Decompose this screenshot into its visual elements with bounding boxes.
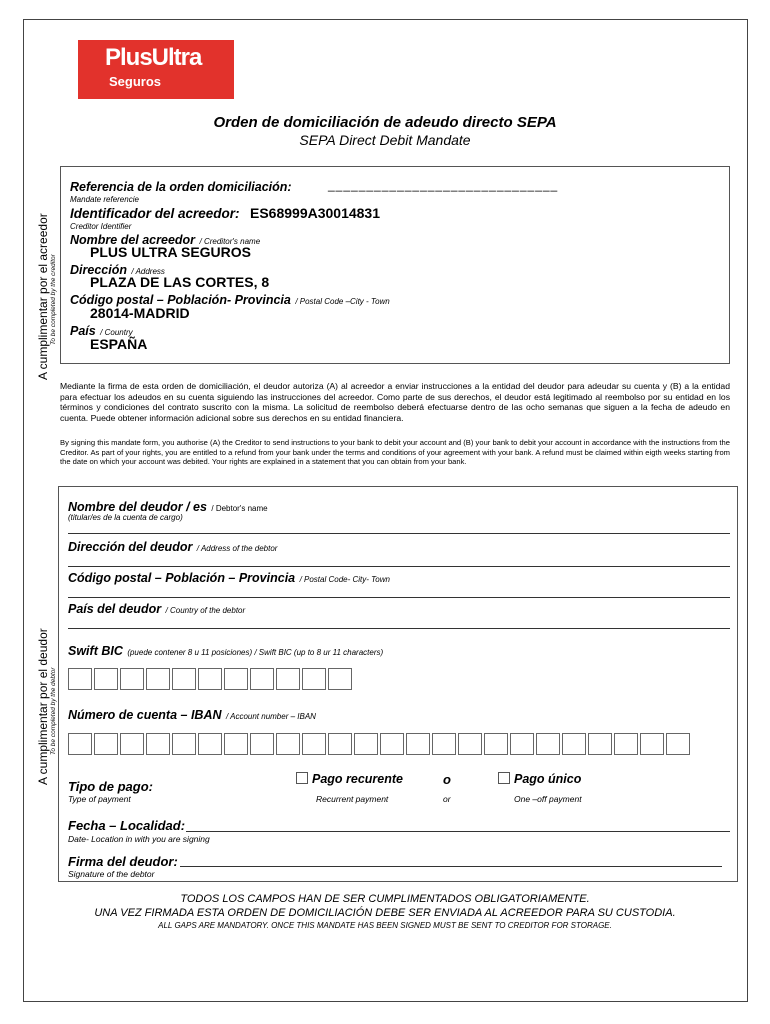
swift-bic-cell[interactable] xyxy=(172,668,196,690)
signature-field[interactable] xyxy=(180,866,722,867)
date-location-field[interactable] xyxy=(186,831,730,832)
mandate-ref-sub: Mandate referencie xyxy=(70,195,139,204)
or-sub: or xyxy=(443,794,451,804)
single-label: Pago único xyxy=(514,772,582,786)
single-sub: One –off payment xyxy=(514,794,582,804)
creditor-name-label: Nombre del acreedor xyxy=(70,233,196,247)
date-location-label: Fecha – Localidad: xyxy=(68,818,186,833)
debtor-country-field[interactable] xyxy=(68,628,730,629)
creditor-address-value: PLAZA DE LAS CORTES, 8 xyxy=(90,274,270,290)
payment-type-sub: Type of payment xyxy=(68,794,131,804)
iban-cell[interactable] xyxy=(484,733,508,755)
iban-cell[interactable] xyxy=(94,733,118,755)
debtor-address-field[interactable] xyxy=(68,566,730,567)
recurrent-sub: Recurrent payment xyxy=(316,794,389,804)
footer-line-2: UNA VEZ FIRMADA ESTA ORDEN DE DOMICILIACIÓN DEBE SER ENVIADA AL ACREEDOR PARA SU CUSTODIA. xyxy=(94,907,676,919)
iban-cell[interactable] xyxy=(614,733,638,755)
debtor-side-sub: To be completed by the debtor xyxy=(50,667,57,755)
iban-cell[interactable] xyxy=(640,733,664,755)
legal-text-en: By signing this mandate form, you authorise (A) the Creditor to send instructions to your bank to debit your account and (B) your bank to debit your account in accordance with the instructions from the Creditor. As part of your rights, you are entitled to a refund from your bank under the terms and conditions of your agreement with your bank. A refund must be claimed within eigth weeks starting from the date on which your account was debited. Your rights are explained in a statement that you can obtain from your bank. xyxy=(60,438,730,467)
iban-cell[interactable] xyxy=(380,733,404,755)
debtor-postal-field[interactable] xyxy=(68,597,730,598)
footer-line-1: TODOS LOS CAMPOS HAN DE SER CUMPLIMENTADOS OBLIGATORIAMENTE. xyxy=(180,893,590,905)
debtor-side-label: A cumplimentar por el deudor xyxy=(36,628,50,785)
debtor-name-note: (titular/es de la cuenta de cargo) xyxy=(68,513,183,522)
iban-cell[interactable] xyxy=(68,733,92,755)
creditor-address-sub: / Address xyxy=(131,267,165,276)
iban-cell[interactable] xyxy=(276,733,300,755)
creditor-postal-sub: / Postal Code –City - Town xyxy=(295,297,390,306)
signature-label: Firma del deudor: xyxy=(68,854,178,869)
iban-cell[interactable] xyxy=(302,733,326,755)
iban-cell[interactable] xyxy=(562,733,586,755)
iban-cell[interactable] xyxy=(406,733,430,755)
iban-cell[interactable] xyxy=(432,733,456,755)
creditor-name-sub: / Creditor's name xyxy=(199,237,261,246)
single-option[interactable] xyxy=(498,770,581,788)
plus-ultra-logo xyxy=(78,40,234,99)
swift-row xyxy=(68,642,383,660)
creditor-country-sub: / Country xyxy=(100,328,133,337)
iban-cell[interactable] xyxy=(328,733,352,755)
debtor-country-sub: / Country of the debtor xyxy=(165,606,246,615)
iban-cell[interactable] xyxy=(354,733,378,755)
logo-brand: PlusUltra xyxy=(105,44,202,71)
creditor-country-label: País xyxy=(70,324,96,338)
swift-bic-cell[interactable] xyxy=(224,668,248,690)
debtor-name-label: Nombre del deudor / es xyxy=(68,500,207,514)
swift-bic-cell[interactable] xyxy=(276,668,300,690)
swift-bic-cell[interactable] xyxy=(68,668,92,690)
creditor-side-sub: To be completed by the creditor xyxy=(50,254,57,345)
creditor-postal-label: Código postal – Población- Provincia xyxy=(70,293,291,307)
creditor-address-label: Dirección xyxy=(70,263,127,277)
iban-cell[interactable] xyxy=(536,733,560,755)
creditor-country-value: ESPAÑA xyxy=(90,336,148,352)
creditor-side-label: A cumplimentar por el acreedor xyxy=(36,213,50,380)
debtor-country-row xyxy=(68,600,245,618)
creditor-id-label: Identificador del acreedor: xyxy=(70,206,240,221)
date-location-sub: Date- Location in with you are signing xyxy=(68,834,210,844)
debtor-country-label: País del deudor xyxy=(68,602,162,616)
page-title: Orden de domiciliación de adeudo directo SEPA xyxy=(213,114,557,131)
swift-sub: (puede contener 8 u 11 posiciones) / Swift BIC (up to 8 ur 11 characters) xyxy=(127,648,384,657)
iban-cell[interactable] xyxy=(224,733,248,755)
swift-bic-cell[interactable] xyxy=(302,668,326,690)
mandate-ref-label: Referencia de la orden domiciliación: xyxy=(70,180,292,194)
iban-cell[interactable] xyxy=(146,733,170,755)
swift-bic-cell[interactable] xyxy=(146,668,170,690)
recurrent-option[interactable] xyxy=(296,770,403,788)
debtor-name-sub: / Debtor's name xyxy=(211,504,268,513)
page-subtitle: SEPA Direct Debit Mandate xyxy=(299,132,471,148)
iban-row xyxy=(68,706,316,724)
debtor-name-field[interactable] xyxy=(68,533,730,534)
swift-bic-cell[interactable] xyxy=(198,668,222,690)
iban-label: Número de cuenta – IBAN xyxy=(68,708,222,722)
single-checkbox[interactable] xyxy=(498,772,510,784)
payment-type-label: Tipo de pago: xyxy=(68,779,153,794)
or-label: o xyxy=(443,772,451,787)
iban-cell[interactable] xyxy=(198,733,222,755)
footer-line-3: ALL GAPS ARE MANDATORY. ONCE THIS MANDATE HAS BEEN SIGNED MUST BE SENT TO CREDITOR FOR STORAGE. xyxy=(158,921,612,930)
iban-cell[interactable] xyxy=(666,733,690,755)
creditor-name-value: PLUS ULTRA SEGUROS xyxy=(90,244,252,260)
iban-cell[interactable] xyxy=(510,733,534,755)
iban-cell[interactable] xyxy=(458,733,482,755)
creditor-id-sub: Creditor Identifier xyxy=(70,222,132,231)
iban-cell[interactable] xyxy=(172,733,196,755)
swift-bic-cell[interactable] xyxy=(94,668,118,690)
swift-bic-cell[interactable] xyxy=(328,668,352,690)
logo-sub: Seguros xyxy=(109,74,162,89)
debtor-postal-row xyxy=(68,569,390,587)
creditor-id-value: ES68999A30014831 xyxy=(250,205,381,221)
swift-label: Swift BIC xyxy=(68,644,123,658)
iban-sub: / Account number – IBAN xyxy=(225,712,316,721)
recurrent-label: Pago recurente xyxy=(312,772,404,786)
debtor-address-sub: / Address of the debtor xyxy=(196,544,278,553)
swift-bic-cell[interactable] xyxy=(250,668,274,690)
mandate-ref-value[interactable]: ______________________________ xyxy=(328,178,559,192)
signature-sub: Signature of the debtor xyxy=(68,869,155,879)
swift-bic-cell[interactable] xyxy=(120,668,144,690)
debtor-postal-label: Código postal – Población – Provincia xyxy=(68,571,296,585)
debtor-postal-sub: / Postal Code- City- Town xyxy=(299,575,390,584)
iban-cell[interactable] xyxy=(588,733,612,755)
debtor-address-label: Dirección del deudor xyxy=(68,540,193,554)
creditor-postal-value: 28014-MADRID xyxy=(90,305,190,321)
debtor-address-row xyxy=(68,538,277,556)
iban-cell[interactable] xyxy=(250,733,274,755)
legal-text-es: Mediante la firma de esta orden de domiciliación, el deudor autoriza (A) al acreedor a enviar instrucciones a la entidad del deudor para adeudar su cuenta y (B) a la entidad para efectuar los adeudos en su cuenta siguiendo las instrucciones del acreedor. Como parte de sus derechos, el deudor está legitimado al reembolso por su entidad en los términos y condiciones del contrato suscrito con la misma. La solicitud de reembolso deberá efectuarse dentro de las ocho semanas que siguen a la fecha de adeudo en cuenta. Puede obtener información adicional sobre sus derechos en su entidad financiera. xyxy=(60,381,730,423)
iban-cell[interactable] xyxy=(120,733,144,755)
recurrent-checkbox[interactable] xyxy=(296,772,308,784)
